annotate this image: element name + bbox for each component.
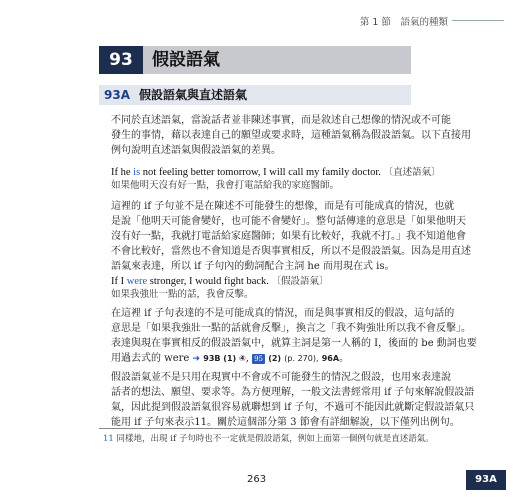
- footnote-rule: [99, 428, 411, 429]
- footnote: [103, 432, 434, 444]
- text-line: 不同於直述語氣，當說話者並非陳述事實，而是敘述自己想像的情況或不可能: [111, 115, 451, 126]
- intro-paragraph: [111, 113, 471, 158]
- text-line: 假設語氣並不是只用在現實中不會或不可能發生的情況之假設，也用來表達說: [111, 372, 451, 383]
- example-sentence-2: [111, 274, 329, 289]
- text-line: 在這裡 if 子句表達的不是可能成真的情況，而是與事實相反的假設，這句話的: [111, 308, 455, 319]
- chapter-header: 第 1 節 語氣的種類: [359, 17, 448, 28]
- section-tab[interactable]: 93A: [466, 470, 506, 490]
- section-number: 93: [99, 46, 143, 74]
- text-line: 能用 if 子句來表示11。關於這個部分第 3 節會有詳細解說，以下僅列出例句。: [111, 417, 460, 428]
- subsection-code: 93A: [104, 88, 130, 102]
- sentence-end: 。: [339, 353, 350, 364]
- footnote-text: 同樣地，出現 if 子句時也不一定就是假設語氣，例如上面第一個例句就是直述語氣。: [116, 434, 434, 444]
- cross-ref-link[interactable]: 96A: [321, 354, 340, 363]
- mood-tag: 〔直述語氣〕: [383, 168, 441, 178]
- text-line: 這裡的 if 子句並不是在陳述不可能發生的想像，而是有可能成真的情況，也就: [111, 201, 455, 212]
- text-line: 用過去式的 were ➜ 93B (1) ④, 95 (2) (p. 270), 96A。: [111, 353, 350, 364]
- subsection-title: 假設語氣與直述語氣: [139, 88, 248, 102]
- example-sentence-1: [111, 165, 441, 180]
- page-ref: (p. 270),: [284, 354, 319, 363]
- cross-ref-link[interactable]: 93B (1) ④: [203, 354, 246, 363]
- text-line: 沒有好一點，我就打電話給家庭醫師；如果有比較好，我就不打。」我不知道他會: [111, 231, 466, 242]
- section-title: 假設語氣: [152, 50, 220, 70]
- example-translation-2: 如果我強壯一點的話，我會反擊。: [111, 289, 254, 300]
- example-text: If he: [111, 167, 134, 178]
- text-line: 語氣來表達，所以 if 子句內的動詞配合主詞 he 而用現在式 is。: [111, 261, 395, 272]
- cross-ref-link[interactable]: (2): [268, 354, 282, 363]
- text-line: 表達與現在事實相反的假設語氣中，就算主詞是第一人稱的 I，後面的 be 動詞也要: [111, 338, 477, 349]
- text-line: 發生的事情，藉以表達自己的願望或要求時，這種語氣稱為假設語氣。以下直接用: [111, 130, 471, 141]
- highlighted-verb: is: [133, 167, 141, 178]
- header-rule: [452, 20, 504, 21]
- highlighted-verb: were: [126, 276, 148, 287]
- text-line: 意思是「如果我強壯一點的話就會反擊」，換言之「我不夠強壯所以我不會反擊」。: [111, 323, 471, 334]
- example-translation-1: 如果他明天沒有好一點，我會打電話給我的家庭醫師。: [111, 180, 340, 191]
- explanation-paragraph-3: [111, 370, 475, 430]
- text-line: 是說「他明天可能會變好，也可能不會變好」。整句話傳達的意思是「如果他明天: [111, 216, 466, 227]
- text-line-start: 用過去式的 were: [111, 353, 190, 364]
- explanation-paragraph-1: [111, 199, 471, 274]
- text-line: 話者的想法、願望、要求等。為方便理解，一般文法書經常用 if 子句來解說假設語: [111, 387, 475, 398]
- section-badge[interactable]: 95: [254, 355, 264, 363]
- mood-tag: 〔假設語氣〕: [271, 277, 329, 287]
- text-line: 不會比較好，當然也不會知道是否與事實相反，所以不是假設語氣。因為是用直述: [111, 246, 471, 257]
- text-line: 例句說明直述語氣與假設語氣的差異。: [111, 145, 281, 156]
- section-title-bar: [99, 46, 411, 74]
- example-text: If I: [111, 276, 127, 287]
- page-number: 263: [247, 474, 267, 485]
- footnote-number: 11: [103, 434, 114, 444]
- example-text: stronger, I would fight back.: [147, 276, 272, 287]
- arrow-right-icon: ➜: [192, 354, 201, 364]
- explanation-paragraph-2: [111, 306, 477, 367]
- text-line: 氣，因此提到假設語氣很容易就聯想到 if 子句，不過可不能因此就斷定假設語氣只: [111, 402, 475, 413]
- example-text: not feeling better tomorrow, I will call my family doctor.: [140, 167, 384, 178]
